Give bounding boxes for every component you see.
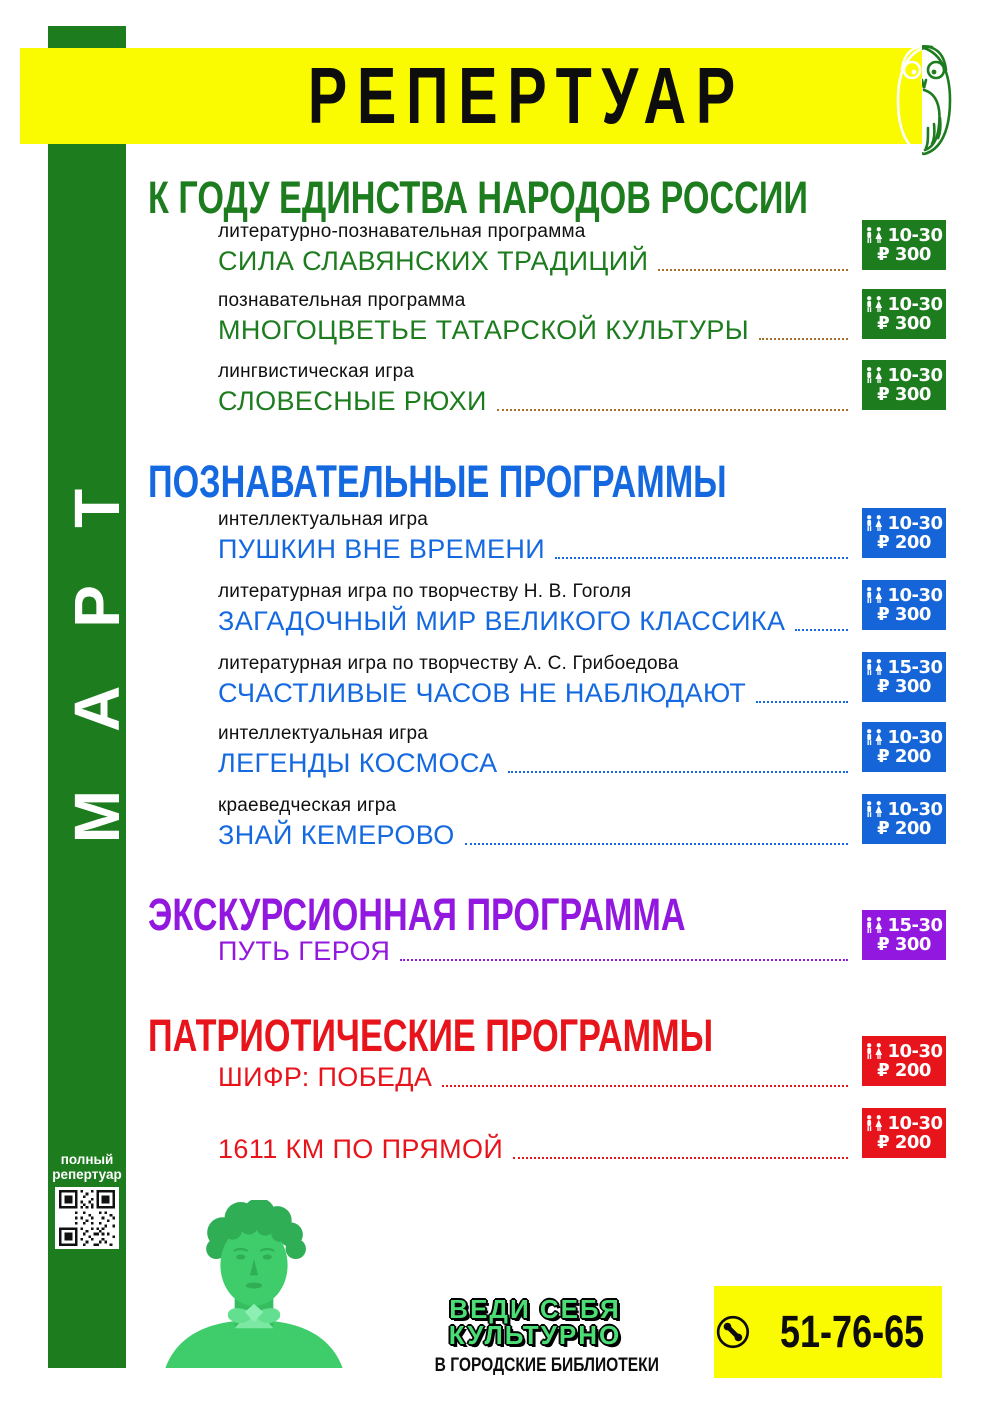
price-badge: [862, 508, 946, 558]
badge-capacity: 15-30: [887, 656, 943, 678]
pushkin-bust: [156, 1200, 352, 1368]
header-band: [20, 48, 922, 144]
month-vertical-label: МАРТ: [61, 430, 133, 844]
badge-price: ₽ 300: [877, 383, 931, 405]
people-icon: [865, 296, 884, 313]
people-icon: [865, 729, 884, 746]
badge-capacity: 10-30: [887, 512, 943, 534]
program-genre-label: [218, 1108, 854, 1131]
qr-code-icon: [59, 1190, 115, 1246]
poster-title-wrap: [130, 48, 922, 144]
phone-icon: [714, 1305, 752, 1359]
price-badge: [862, 1108, 946, 1158]
badge-capacity: 10-30: [887, 224, 943, 246]
program-row: [218, 794, 946, 850]
price-badge: [862, 794, 946, 844]
dotted-leader: [497, 409, 848, 411]
section-heading-patriotic: ПАТРИОТИЧЕСКИЕ ПРОГРАММЫ: [148, 1010, 714, 1061]
badge-price: ₽ 200: [877, 1131, 931, 1153]
program-title: СЛОВЕСНЫЕ РЮХИ: [218, 386, 487, 416]
phone-box: [714, 1286, 942, 1378]
people-icon: [865, 515, 884, 532]
program-title: ЗНАЙ КЕМЕРОВО: [218, 820, 455, 850]
people-icon: [865, 917, 884, 934]
program-title: 1611 КМ ПО ПРЯМОЙ: [218, 1134, 504, 1164]
badge-capacity: 15-30: [887, 914, 943, 936]
badge-price: ₽ 200: [877, 745, 931, 767]
badge-price: ₽ 200: [877, 1059, 931, 1081]
people-icon: [865, 227, 884, 244]
program-row: [218, 910, 946, 966]
month-sidebar: [48, 26, 133, 1368]
program-row: [218, 360, 946, 416]
program-row: [218, 1036, 946, 1092]
dotted-leader: [795, 629, 848, 631]
program-row: [218, 580, 946, 636]
section-heading-unity: К ГОДУ ЕДИНСТВА НАРОДОВ РОССИИ: [148, 172, 809, 223]
qr-caption: [48, 1152, 126, 1182]
dotted-leader: [400, 959, 848, 961]
program-title: ПУТЬ ГЕРОЯ: [218, 936, 391, 966]
badge-price: ₽ 300: [877, 675, 931, 697]
qr-code: [55, 1187, 119, 1249]
program-genre-label: литературно-познавательная программа: [218, 221, 586, 242]
slogan-line1: ВЕДИ СЕБЯ: [449, 1294, 621, 1324]
badge-price: ₽ 200: [877, 531, 931, 553]
badge-price: ₽ 300: [877, 933, 931, 955]
dotted-leader: [508, 771, 848, 773]
dotted-leader: [513, 1157, 848, 1159]
poster-title: РЕПЕРТУАР: [307, 51, 745, 140]
program-genre-label: [218, 1036, 854, 1059]
program-title: МНОГОЦВЕТЬЕ ТАТАРСКОЙ КУЛЬТУРЫ: [218, 315, 750, 345]
program-genre-label: интеллектуальная игра: [218, 723, 429, 744]
dotted-leader: [759, 338, 848, 340]
program-title: ЛЕГЕНДЫ КОСМОСА: [218, 748, 498, 778]
people-icon: [865, 1115, 884, 1132]
phone-number: 51-76-65: [779, 1306, 924, 1357]
badge-price: ₽ 300: [877, 312, 931, 334]
price-badge: [862, 220, 946, 270]
program-title: ПУШКИН ВНЕ ВРЕМЕНИ: [218, 534, 546, 564]
dotted-leader: [658, 269, 848, 271]
people-icon: [865, 367, 884, 384]
price-badge: [862, 580, 946, 630]
badge-capacity: 10-30: [887, 798, 943, 820]
program-row: [218, 652, 946, 708]
program-row: [218, 1108, 946, 1164]
qr-caption-line2: репертуар: [52, 1167, 122, 1182]
badge-capacity: 10-30: [887, 364, 943, 386]
slogan-line2: КУЛЬТУРНО: [448, 1320, 622, 1350]
program-title: ЗАГАДОЧНЫЙ МИР ВЕЛИКОГО КЛАССИКА: [218, 606, 786, 636]
dotted-leader: [756, 701, 848, 703]
dotted-leader: [465, 843, 848, 845]
program-genre-label: интеллектуальная игра: [218, 509, 429, 530]
slogan: [410, 1296, 660, 1377]
program-genre-label: лингвистическая игра: [218, 361, 415, 382]
badge-capacity: 10-30: [887, 293, 943, 315]
program-row: [218, 289, 946, 345]
badge-capacity: 10-30: [887, 726, 943, 748]
price-badge: [862, 360, 946, 410]
qr-caption-line1: полный: [60, 1152, 114, 1167]
program-genre-label: [218, 910, 854, 933]
program-genre-label: литературная игра по творчеству Н. В. Гоголя: [218, 581, 632, 602]
section-heading-excursion: ЭКСКУРСИОННАЯ ПРОГРАММА: [148, 889, 686, 940]
owl-logo-icon: [888, 40, 960, 158]
dotted-leader: [442, 1085, 848, 1087]
price-badge: [862, 722, 946, 772]
price-badge: [862, 289, 946, 339]
badge-price: ₽ 200: [877, 817, 931, 839]
program-row: [218, 722, 946, 778]
badge-capacity: 10-30: [887, 1040, 943, 1062]
program-title: СЧАСТЛИВЫЕ ЧАСОВ НЕ НАБЛЮДАЮТ: [218, 678, 747, 708]
badge-capacity: 10-30: [887, 1112, 943, 1134]
slogan-subline: В ГОРОДСКИЕ БИБЛИОТЕКИ: [434, 1355, 659, 1376]
price-badge: [862, 1036, 946, 1086]
people-icon: [865, 1043, 884, 1060]
price-badge: [862, 652, 946, 702]
program-row: [218, 508, 946, 564]
price-badge: [862, 910, 946, 960]
people-icon: [865, 587, 884, 604]
badge-capacity: 10-30: [887, 584, 943, 606]
dotted-leader: [555, 557, 848, 559]
people-icon: [865, 801, 884, 818]
people-icon: [865, 659, 884, 676]
program-title: ШИФР: ПОБЕДА: [218, 1062, 433, 1092]
section-heading-cognitive: ПОЗНАВАТЕЛЬНЫЕ ПРОГРАММЫ: [148, 456, 727, 507]
program-genre-label: познавательная программа: [218, 290, 466, 311]
program-genre-label: краеведческая игра: [218, 795, 397, 816]
program-row: [218, 220, 946, 276]
program-title: СИЛА СЛАВЯНСКИХ ТРАДИЦИЙ: [218, 246, 649, 276]
badge-price: ₽ 300: [877, 243, 931, 265]
program-genre-label: литературная игра по творчеству А. С. Грибоедова: [218, 653, 679, 674]
badge-price: ₽ 300: [877, 603, 931, 625]
